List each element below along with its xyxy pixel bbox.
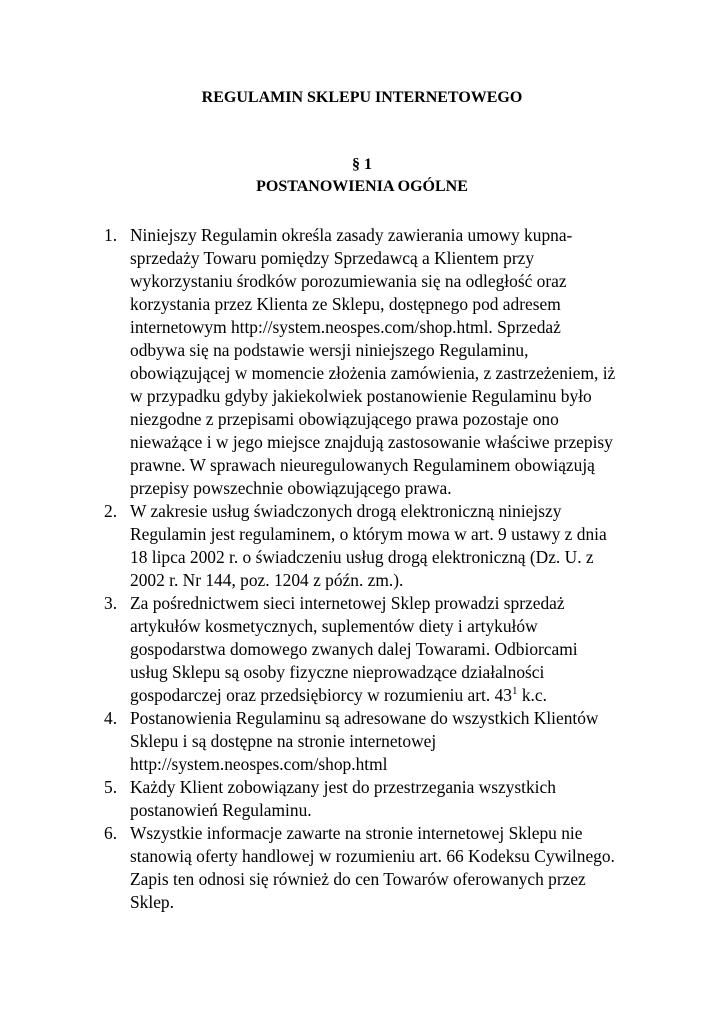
text-line: Regulamin jest regulaminem, o którym mowa w art. 9 ustawy z dnia bbox=[130, 524, 607, 544]
list-item-number: 1. bbox=[104, 225, 118, 245]
text-line: postanowień Regulaminu. bbox=[130, 800, 312, 820]
document-body bbox=[104, 224, 644, 914]
text-line: Sklepu i są dostępne na stronie internetowej bbox=[130, 731, 437, 751]
text-line: w przypadku gdyby jakiekolwiek postanowienie Regulaminu było bbox=[130, 386, 592, 406]
list-item bbox=[104, 224, 644, 500]
list-item-number: 3. bbox=[104, 593, 118, 613]
text-line: wykorzystaniu środków porozumiewania się na odległość oraz bbox=[130, 271, 567, 291]
text-line: prawne. W sprawach nieuregulowanych Regulaminem obowiązują bbox=[130, 455, 595, 475]
text-line: Każdy Klient zobowiązany jest do przestrzegania wszystkich bbox=[130, 777, 556, 797]
text-line: nieważące i w jego miejsce znajdują zastosowanie właściwe przepisy bbox=[130, 432, 613, 452]
text-line bbox=[130, 684, 644, 707]
text-line: 2002 r. Nr 144, poz. 1204 z późn. zm.). bbox=[130, 570, 404, 590]
text-line: W zakresie usług świadczonych drogą elektroniczną niniejszy bbox=[130, 501, 562, 521]
list-item bbox=[104, 776, 644, 822]
list-item-number: 6. bbox=[104, 823, 118, 843]
text-line: Postanowienia Regulaminu są adresowane do wszystkich Klientów bbox=[130, 708, 599, 728]
text-line: usług Sklepu są osoby fizyczne nieprowadzące działalności bbox=[130, 662, 545, 682]
list-item-number: 2. bbox=[104, 501, 118, 521]
text-line: Sklep. bbox=[130, 892, 174, 912]
section-title: POSTANOWIENIA OGÓLNE bbox=[256, 178, 468, 195]
text-line: stanowią oferty handlowej w rozumieniu art. 66 Kodeksu Cywilnego. bbox=[130, 846, 615, 866]
list-item bbox=[104, 707, 644, 776]
list-item bbox=[104, 822, 644, 914]
text-line: Wszystkie informacje zawarte na stronie internetowej Sklepu nie bbox=[130, 823, 583, 843]
text-line: przepisy powszechnie obowiązującego prawa. bbox=[130, 478, 452, 498]
text-line: niezgodne z przepisami obowiązującego prawa pozostaje ono bbox=[130, 409, 559, 429]
text-line: 18 lipca 2002 r. o świadczeniu usług drogą elektroniczną (Dz. U. z bbox=[130, 547, 594, 567]
list-item-number: 5. bbox=[104, 777, 118, 797]
superscript-marker: 1 bbox=[511, 685, 518, 698]
paragraph-list bbox=[104, 224, 644, 914]
text-line: artykułów kosmetycznych, suplementów diety i artykułów bbox=[130, 616, 538, 636]
document-title: REGULAMIN SKLEPU INTERNETOWEGO bbox=[201, 89, 523, 106]
text-line-suffix: k.c. bbox=[517, 685, 547, 705]
text-line: korzystania przez Klienta ze Sklepu, dostępnego pod adresem bbox=[130, 294, 561, 314]
text-line: http://system.neospes.com/shop.html bbox=[130, 754, 388, 774]
list-item-number: 4. bbox=[104, 708, 118, 728]
text-line: sprzedaży Towaru pomiędzy Sprzedawcą a Klientem przy bbox=[130, 248, 535, 268]
text-line: odbywa się na podstawie wersji niniejszego Regulaminu, bbox=[130, 340, 529, 360]
list-item bbox=[104, 592, 644, 707]
section-number: § 1 bbox=[352, 156, 372, 173]
text-line: Niniejszy Regulamin określa zasady zawierania umowy kupna- bbox=[130, 225, 573, 245]
list-item bbox=[104, 500, 644, 592]
text-line: internetowym http://system.neospes.com/shop.html. Sprzedaż bbox=[130, 317, 561, 337]
text-line: Zapis ten odnosi się również do cen Towarów oferowanych przez bbox=[130, 869, 586, 889]
text-line-main: gospodarczej oraz przedsiębiorcy w rozumieniu art. 43 bbox=[130, 685, 512, 705]
text-line: obowiązującej w momencie złożenia zamówienia, z zastrzeżeniem, iż bbox=[130, 363, 616, 383]
text-line: gospodarstwa domowego zwanych dalej Towarami. Odbiorcami bbox=[130, 639, 578, 659]
text-line: Za pośrednictwem sieci internetowej Sklep prowadzi sprzedaż bbox=[130, 593, 565, 613]
